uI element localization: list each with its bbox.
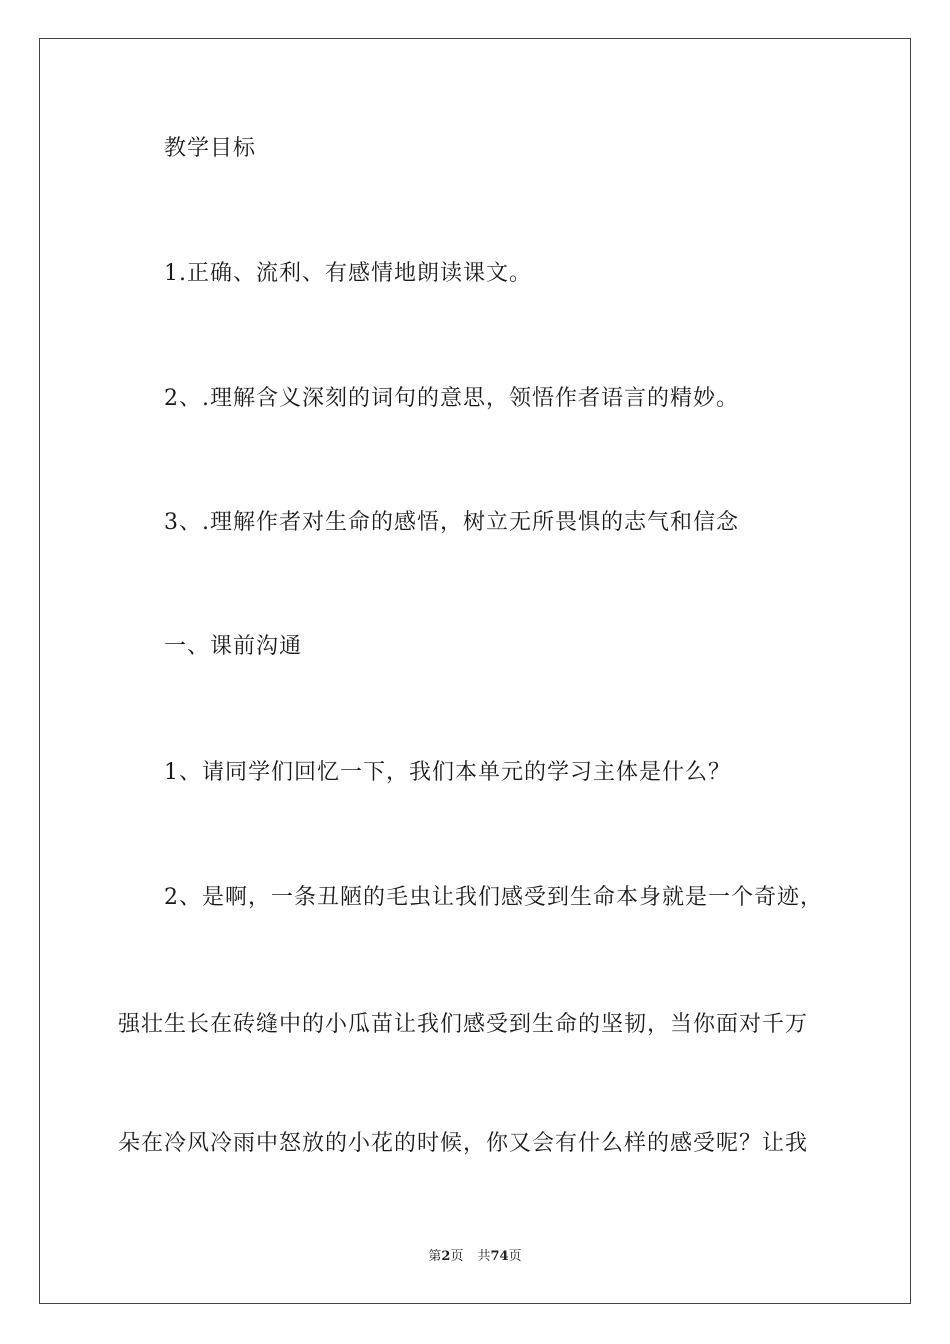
paragraph-line: 强壮生长在砖缝中的小瓜苗让我们感受到生命的坚韧，当你面对千万 (118, 1012, 809, 1037)
page-number: 2 (441, 1249, 451, 1264)
page-suffix: 页 (450, 1249, 464, 1264)
goal-item: 3、.理解作者对生命的感悟，树立无所畏惧的志气和信念 (164, 510, 739, 535)
total-pages: 74 (490, 1249, 509, 1264)
total-prefix: 共 (477, 1249, 491, 1264)
paragraph-line: 2、是啊，一条丑陋的毛虫让我们感受到生命本身就是一个奇迹， (164, 885, 823, 910)
page-footer (0, 1248, 950, 1266)
total-suffix: 页 (508, 1249, 522, 1264)
paragraph-line: 朵在冷风冷雨中怒放的小花的时候，你又会有什么样的感受呢？让我 (118, 1131, 809, 1156)
goal-item: 1.正确、流利、有感情地朗读课文。 (164, 261, 532, 286)
page-border (39, 38, 911, 1304)
goal-item: 2、.理解含义深刻的词句的意思，领悟作者语言的精妙。 (164, 386, 739, 411)
page-prefix: 第 (428, 1249, 442, 1264)
section-title: 一、课前沟通 (164, 634, 303, 659)
section-heading: 教学目标 (164, 136, 257, 161)
paragraph-line: 1、请同学们回忆一下，我们本单元的学习主体是什么？ (164, 760, 731, 785)
